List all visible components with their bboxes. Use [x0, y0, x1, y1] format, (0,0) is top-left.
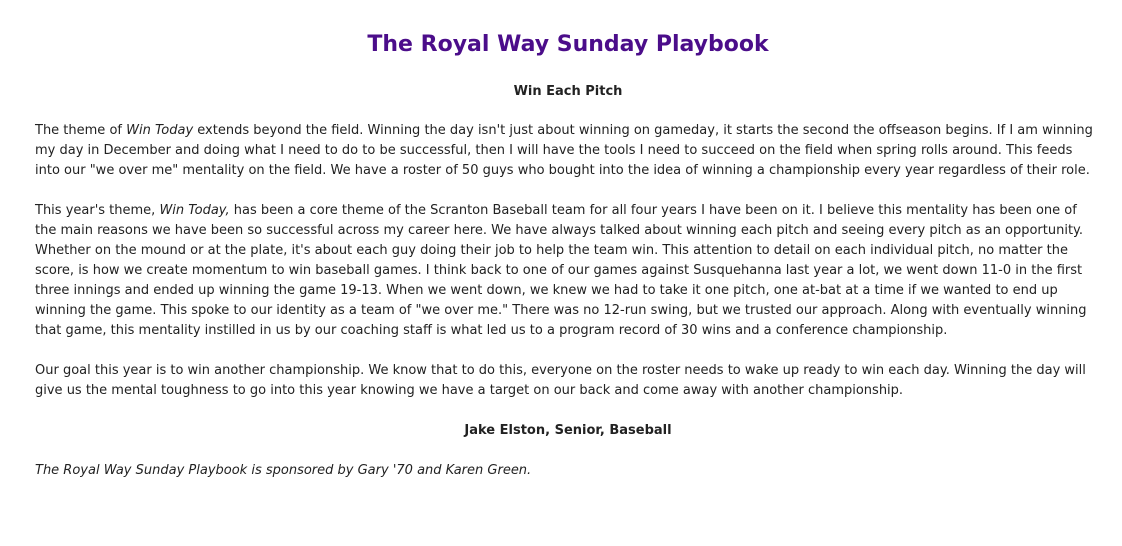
paragraph-2-italic: Win Today,: [159, 203, 230, 218]
paragraph-1: [35, 121, 1101, 181]
paragraph-2-rest: has been a core theme of the Scranton Baseball team for all four years I have been on it. I believe this mentality has been one of the main reasons we have been so successful across my career here. We have always talked about winning each pitch and seeing every pitch as an opportunity. Whether on the mound or at the plate, it's about each guy doing their job to help the team win. This attention to detail on each individual pitch, no matter the score, is how we create momentum to win baseball games. I think back to one of our games against Susquehanna last year a lot, we went down 11-0 in the first three innings and ended up winning the game 19-13. When we went down, we knew we had to take it one pitch, one at-bat at a time if we wanted to end up winning the game. This spoke to our identity as a team of "we over me." There was no 12-run swing, but we trusted our approach. Along with eventually winning that game, this mentality instilled in us by our coaching staff is what led us to a program record of 30 wins and a conference championship.: [35, 203, 1087, 338]
paragraph-1-rest: extends beyond the field. Winning the day isn't just about winning on gameday, it starts the second the offseason begins. If I am winning my day in December and doing what I need to do to be successful, then I will have the tools I need to succeed on the field when spring rolls around. This feeds into our "we over me" mentality on the field. We have a roster of 50 guys who bought into the idea of winning a championship every year regardless of their role.: [35, 123, 1093, 178]
author-signature: Jake Elston, Senior, Baseball: [464, 423, 672, 438]
page-title: The Royal Way Sunday Playbook: [367, 32, 769, 57]
paragraph-2-start: This year's theme,: [35, 203, 160, 218]
paragraph-1-italic: Win Today: [126, 123, 194, 138]
article-subtitle: Win Each Pitch: [513, 84, 623, 99]
sponsor-note: The Royal Way Sunday Playbook is sponsored by Gary '70 and Karen Green.: [35, 463, 532, 478]
paragraph-1-start: The theme of: [35, 123, 127, 138]
paragraph-2: [35, 201, 1101, 341]
paragraph-3: Our goal this year is to win another championship. We know that to do this, everyone on the roster needs to wake up ready to win each day. Winning the day will give us the mental toughness to go into this year knowing we have a target on our back and come away with another championship.: [35, 363, 1086, 398]
